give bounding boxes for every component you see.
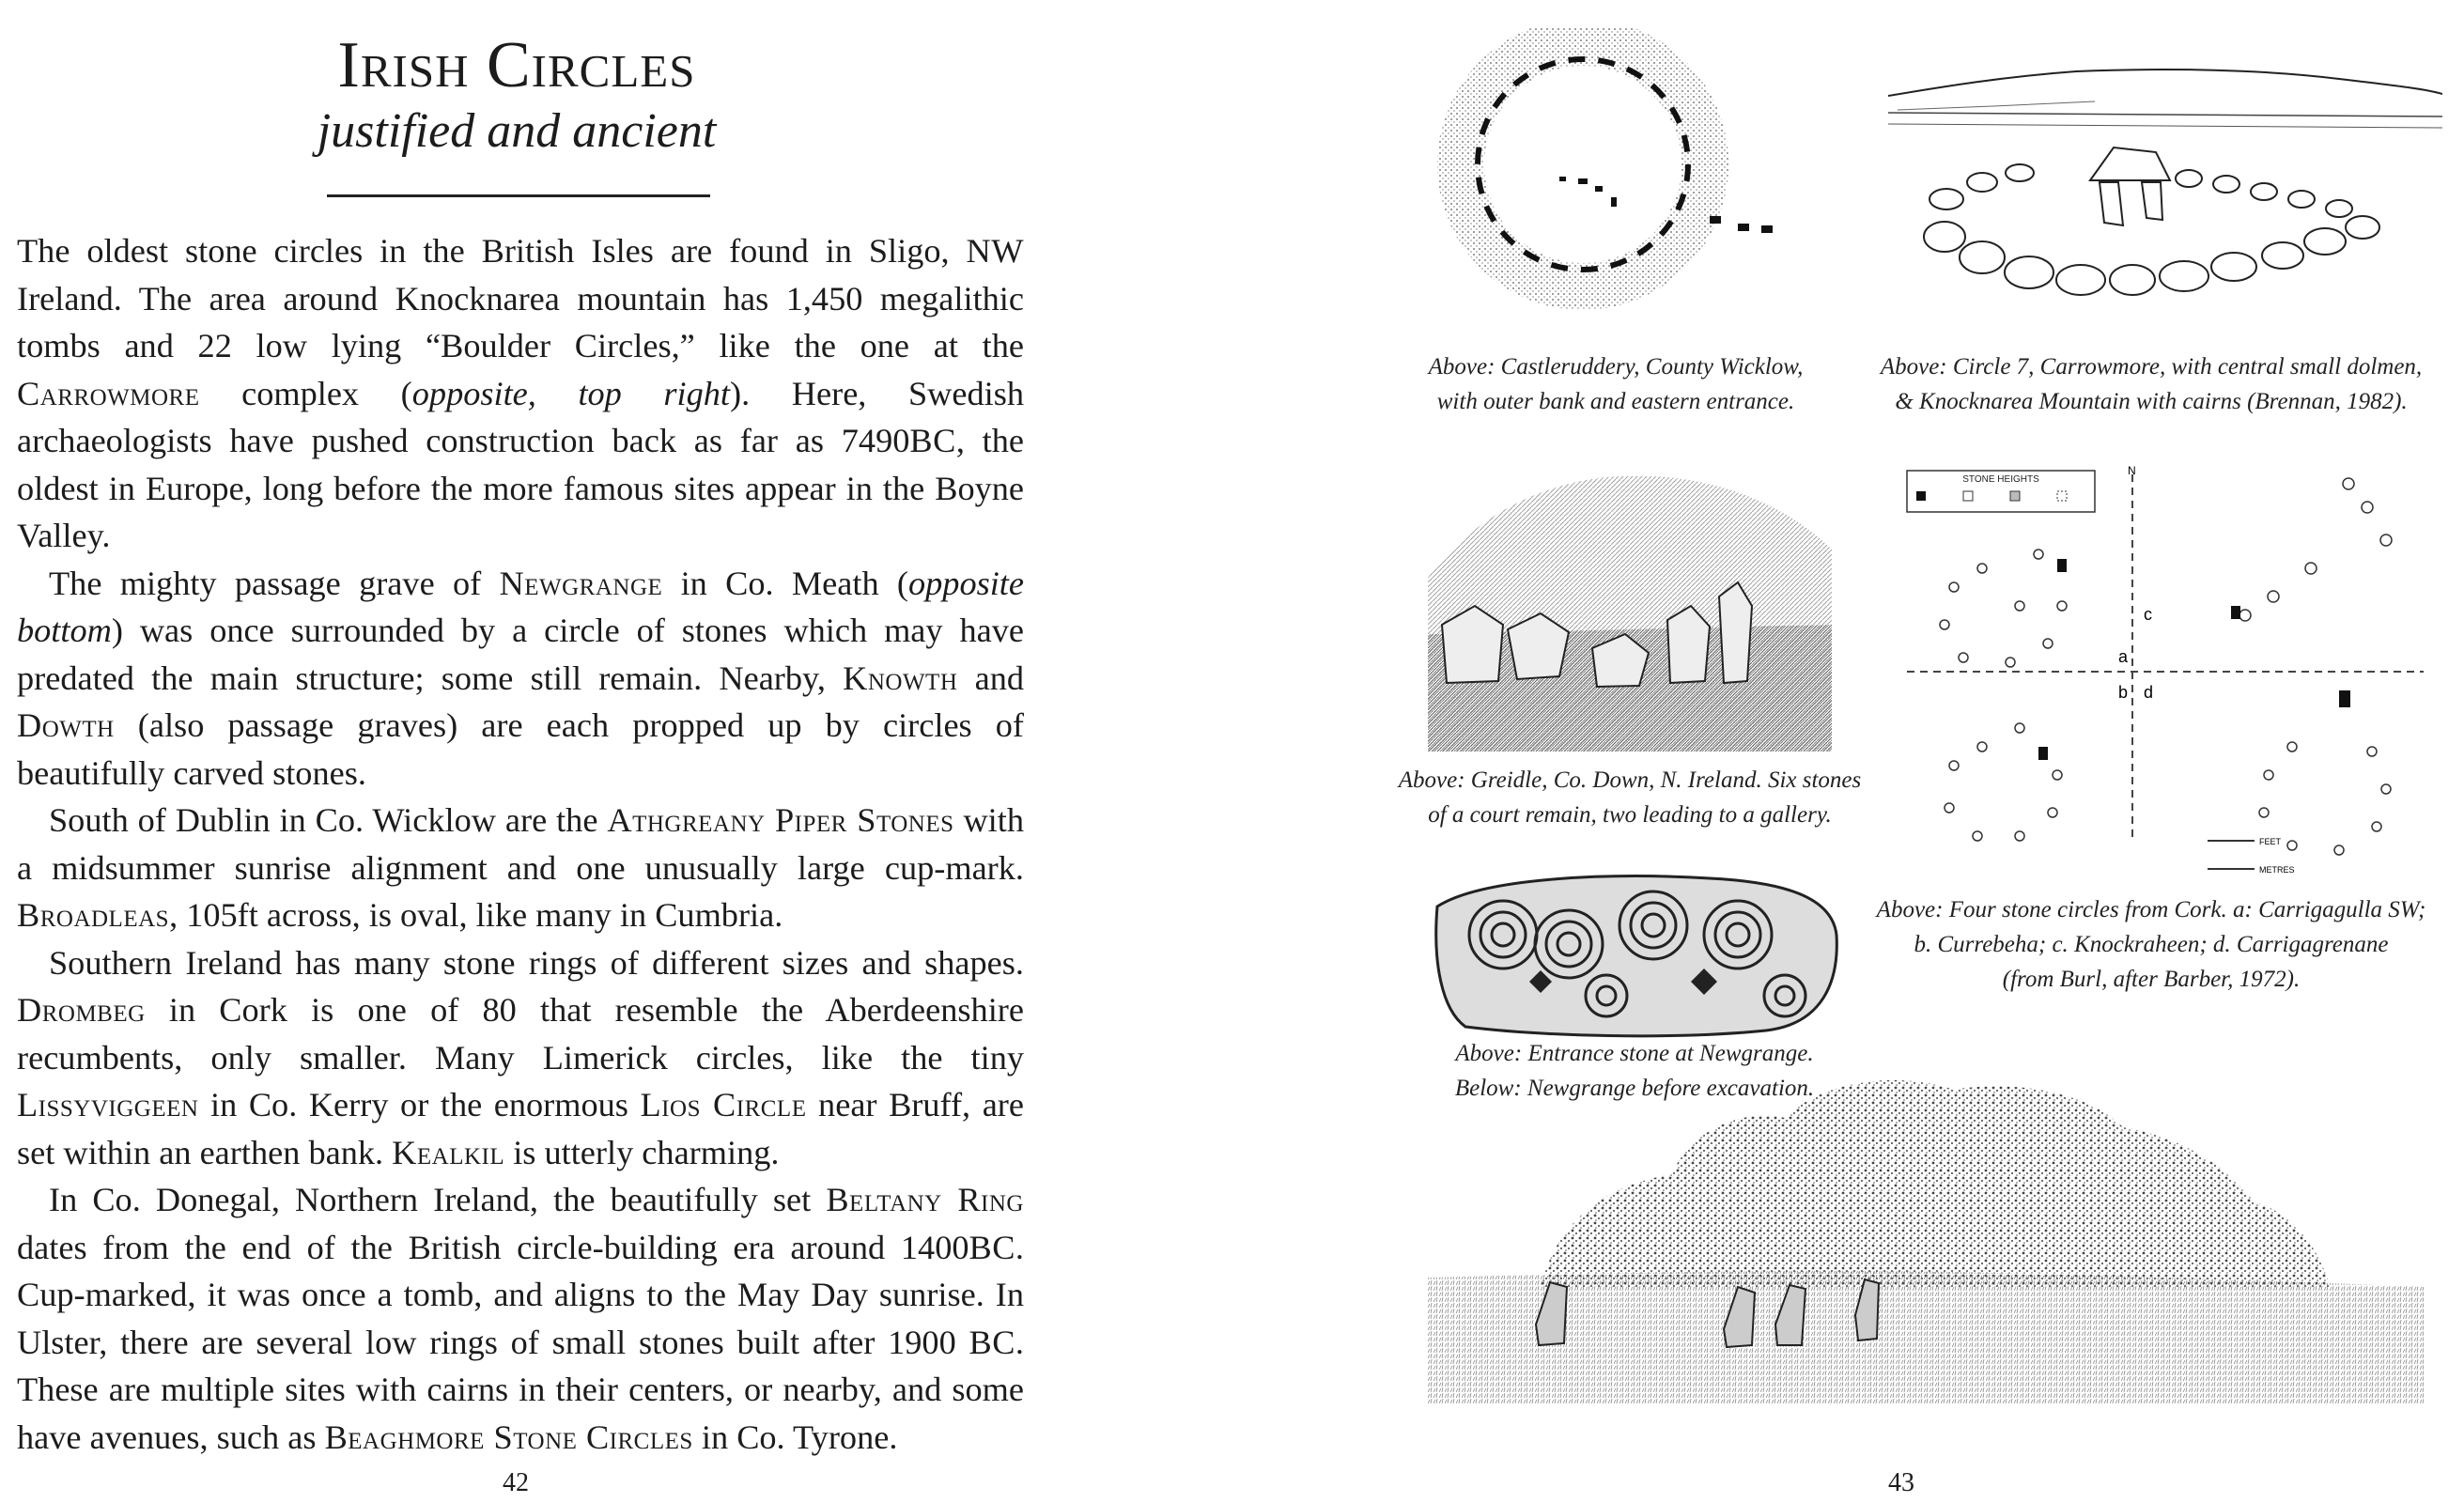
caption-castleruddery (1400, 349, 1832, 419)
body-paragraph (17, 797, 1024, 939)
newgrange-landscape-figure (1428, 1071, 2424, 1404)
caption-line: Above: Greidle, Co. Down, N. Ireland. Six stones (1398, 767, 1862, 793)
text-run: in Co. Kerry or the enormous (198, 1086, 641, 1123)
text-run: Southern Ireland has many stone rings of different sizes and shapes. (49, 943, 1024, 982)
small-caps-term: BC (909, 422, 956, 459)
text-run: (also passage graves) are each propped up by circles of beautifully carved stones. (17, 706, 1024, 792)
text-run: , 105ft across, is oval, like many in Cumbria. (169, 896, 783, 934)
page-title: Irish Circles (337, 29, 696, 101)
carrowmore-figure (1888, 58, 2442, 340)
small-caps-term: Beaghmore Stone Circles (324, 1418, 693, 1456)
caption-line: Above: Circle 7, Carrowmore, with central small dolmen, (1880, 354, 2423, 380)
caption-line: with outer bank and eastern entrance. (1436, 389, 1795, 414)
text-run: Ireland. The area around Knocknarea mountain has 1,450 megalithic tombs and 22 low lying “Boulder Circles,” like the one at the (17, 279, 1024, 364)
text-run: dates from the end of the British circle-building era around 1400 (17, 1228, 969, 1266)
text-run: . These are multiple sites with cairns in their centers, or nearby, and some have avenues, such as (17, 1323, 1024, 1456)
caption-line: of a court remain, two leading to a gallery. (1428, 802, 1832, 828)
text-run: In Co. Donegal, Northern Ireland, the beautifully set (49, 1181, 827, 1218)
text-run: is utterly charming. (504, 1133, 780, 1171)
castleruddery-plan-figure (1428, 28, 1822, 310)
text-run: ) was once surrounded by a circle of stones which may have predated the main structure; some still remain. Nearby, (17, 612, 1024, 697)
small-caps-term: NW (966, 232, 1024, 270)
caption-line: (from Burl, after Barber, 1972). (2002, 967, 2301, 992)
body-paragraph (17, 939, 1024, 1177)
body-paragraph (17, 227, 1024, 560)
small-caps-term: Lissyviggeen (17, 1086, 199, 1123)
text-run: and (957, 659, 1024, 697)
body-text (17, 227, 1024, 1461)
newgrange-entrance-stone-figure (1428, 869, 1841, 1043)
caption-line: & Knocknarea Mountain with cairns (Brennan, 1982). (1895, 389, 2408, 414)
cork-circles-plan-figure (1898, 465, 2433, 888)
caption-line: Above: Castleruddery, County Wicklow, (1428, 354, 1804, 380)
text-run: in Cork is one of 80 that resemble the Aberdeenshire recumbents, only smaller. Many Limerick circles, like the tiny (17, 991, 1024, 1077)
text-run: near Bruff, are set within an earthen bank. (17, 1086, 1025, 1171)
small-caps-term: Athgreany Piper Stones (607, 801, 954, 839)
caption-line: b. Currebeha; c. Knockraheen; d. Carrigagrenane (1914, 932, 2389, 957)
small-caps-term: Beltany Ring (826, 1181, 1024, 1218)
page-number-right: 43 (1888, 1468, 1914, 1497)
caption-cork (1869, 892, 2433, 997)
small-caps-term: Newgrange (499, 564, 663, 602)
text-run: The oldest stone circles in the British Isles are found in Sligo, (17, 232, 967, 270)
page-subtitle: justified and ancient (317, 104, 717, 158)
body-paragraph (17, 1176, 1024, 1461)
label-d: d (2144, 683, 2154, 702)
text-run: . Cup-marked, it was once a tomb, and aligns to the May Day sunrise. In Ulster, there are several low rings of small stones built after 1900 (17, 1228, 1024, 1361)
label-c: c (2144, 605, 2152, 624)
caption-greidle (1381, 763, 1879, 832)
small-caps-term: BC (969, 1228, 1015, 1266)
body-paragraph (17, 560, 1024, 798)
text-run: in Co. Meath ( (662, 564, 908, 602)
north-label: N (2128, 465, 2136, 477)
small-caps-term: Drombeg (17, 991, 146, 1029)
small-caps-term: Dowth (17, 706, 115, 744)
text-run: in Co. Tyrone. (692, 1418, 898, 1456)
caption-carrowmore (1869, 349, 2433, 419)
greidle-engraving-figure (1428, 465, 1832, 752)
scale-metres: METRES (2259, 865, 2295, 875)
text-run: , the oldest in Europe, long before the more famous sites appear in the Boyne Valley. (17, 422, 1024, 554)
legend-title: STONE HEIGHTS (1962, 474, 2039, 485)
italic-text: opposite bottom (17, 564, 1024, 649)
small-caps-term: Carrowmore (17, 374, 200, 412)
text-run: with a midsummer sunrise alignment and one unusually large cup-mark. (17, 801, 1024, 887)
label-b: b (2118, 683, 2129, 702)
small-caps-term: Broadleas (17, 896, 170, 934)
text-run: South of Dublin in Co. Wicklow are the (49, 801, 608, 839)
label-a: a (2118, 647, 2129, 666)
text-run: ). Here, Swedish archaeologists have pushed construction back as far as 7490 (17, 374, 1024, 459)
small-caps-term: BC (969, 1323, 1015, 1361)
small-caps-term: Lios Circle (640, 1086, 807, 1123)
small-caps-term: Knowth (843, 659, 958, 697)
text-run: complex ( (199, 374, 412, 412)
text-run: The mighty passage grave of (49, 564, 500, 602)
caption-line: Above: Four stone circles from Cork. a: Carrigagulla SW; (1876, 897, 2426, 922)
caption-line: Below: Newgrange before excavation. (1454, 1076, 1815, 1101)
caption-line: Above: Entrance stone at Newgrange. (1455, 1041, 1814, 1066)
italic-text: opposite, top right (411, 374, 731, 412)
scale-feet: FEET (2259, 837, 2282, 846)
page-number-left: 42 (503, 1468, 529, 1497)
small-caps-term: Kealkil (392, 1133, 505, 1171)
title-rule (327, 194, 710, 197)
